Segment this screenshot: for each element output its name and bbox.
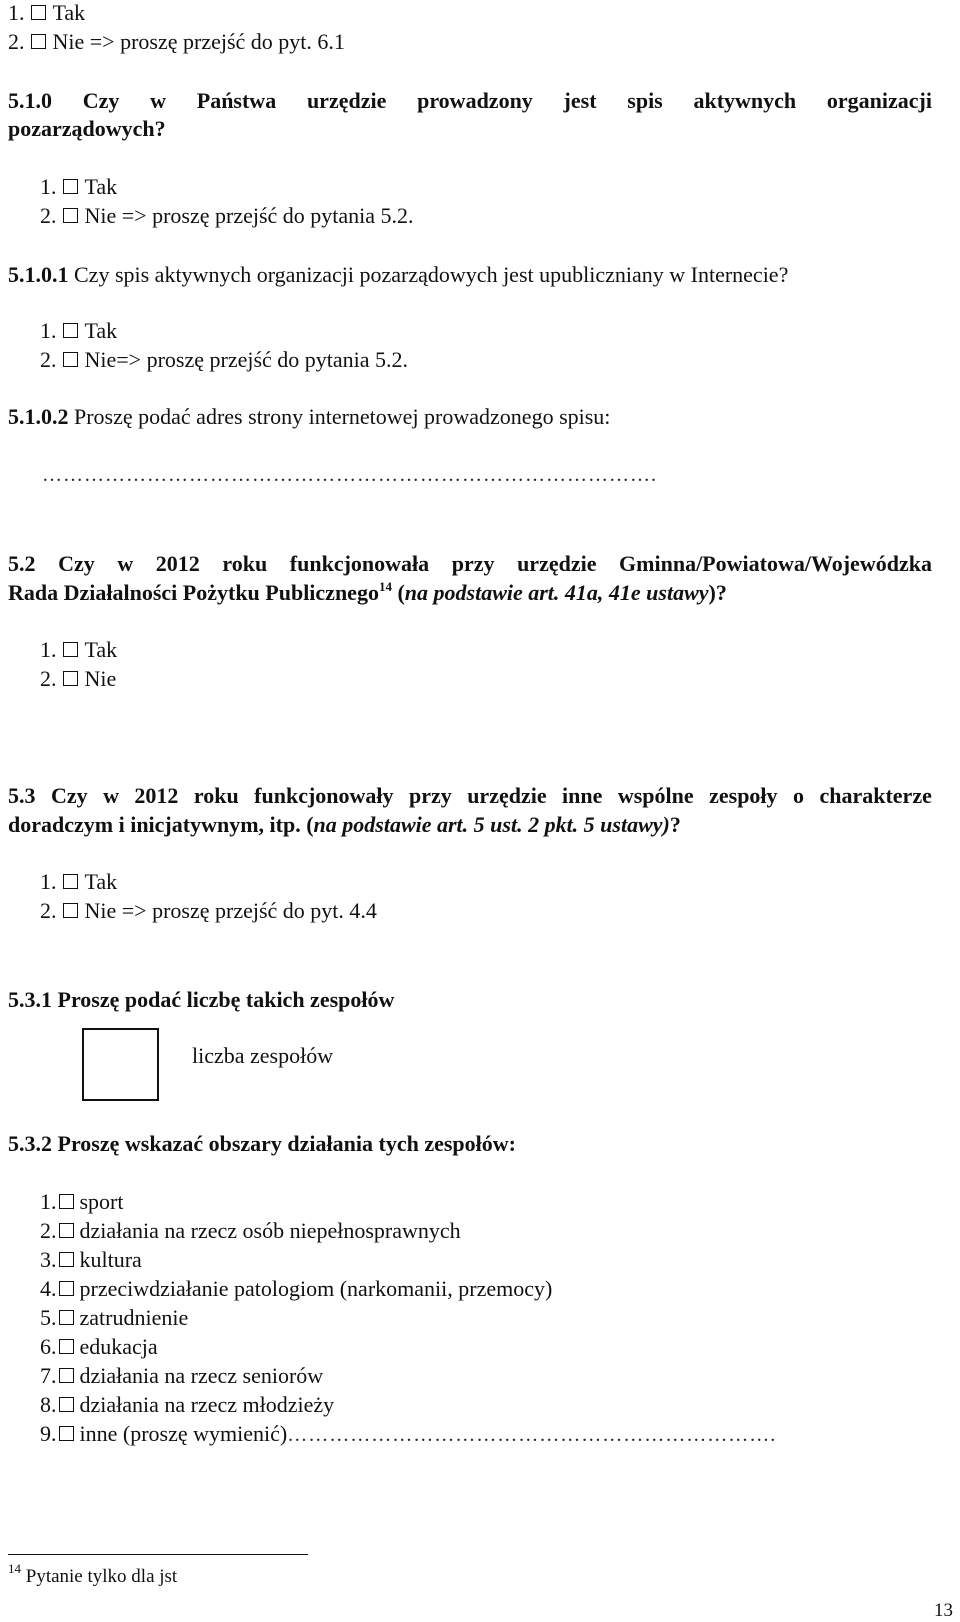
checkbox-icon[interactable] xyxy=(31,5,46,20)
other-answer-line[interactable]: ……………………………………………………………. xyxy=(287,1424,777,1446)
team-count-box[interactable] xyxy=(82,1028,159,1101)
checkbox-icon[interactable] xyxy=(63,642,78,657)
option-row: 2. działania na rzecz osób niepełnosprawnych xyxy=(40,1218,461,1243)
option-row: 8. działania na rzecz młodzieży xyxy=(40,1392,335,1417)
option-row: 1. sport xyxy=(40,1189,124,1214)
checkbox-icon[interactable] xyxy=(59,1368,74,1383)
team-count-label: liczba zespołów xyxy=(192,1043,334,1068)
checkbox-icon[interactable] xyxy=(63,179,78,194)
question-5-3-cont: doradczym i inicjatywnym, itp. (na podstawie art. 5 ust. 2 pkt. 5 ustawy)? xyxy=(8,812,681,837)
footnote-rule xyxy=(8,1554,308,1555)
checkbox-icon[interactable] xyxy=(31,34,46,49)
option-row: 2. Nie => proszę przejść do pyt. 4.4 xyxy=(40,898,377,923)
checkbox-icon[interactable] xyxy=(59,1194,74,1209)
question-5-3: 5.3 Czy w 2012 roku funkcjonowały przy urzędzie inne wspólne zespoły o charakterze xyxy=(8,783,932,808)
checkbox-icon[interactable] xyxy=(59,1397,74,1412)
option-row: 9. inne (proszę wymienić)……………………………………………………………. xyxy=(40,1421,777,1446)
question-5-1-0: 5.1.0 Czy w Państwa urzędzie prowadzony jest spis aktywnych organizacji xyxy=(8,88,932,113)
checkbox-icon[interactable] xyxy=(59,1223,74,1238)
option-row: 3. kultura xyxy=(40,1247,142,1272)
checkbox-icon[interactable] xyxy=(59,1252,74,1267)
checkbox-icon[interactable] xyxy=(63,671,78,686)
checkbox-icon[interactable] xyxy=(63,352,78,367)
question-5-1-0-1: 5.1.0.1 Czy spis aktywnych organizacji pozarządowych jest upubliczniany w Internecie? xyxy=(8,262,789,287)
checkbox-icon[interactable] xyxy=(63,903,78,918)
answer-line[interactable]: ……………………………………………………………………………. xyxy=(42,464,657,486)
question-5-2-cont: Rada Działalności Pożytku Publicznego$^{14}$ (na podstawie art. 41a, 41e ustawy)? xyxy=(8,579,727,605)
question-5-2: 5.2 Czy w 2012 roku funkcjonowała przy urzędzie Gminna/Powiatowa/Wojewódzka xyxy=(8,551,932,576)
option-row: 2. Nie => proszę przejść do pytania 5.2. xyxy=(40,203,414,228)
checkbox-icon[interactable] xyxy=(63,208,78,223)
option-row: 1. Tak xyxy=(40,174,118,199)
checkbox-icon[interactable] xyxy=(59,1339,74,1354)
footnote-mark: 14 xyxy=(378,579,392,594)
option-row: 6. edukacja xyxy=(40,1334,158,1359)
question-5-3-1: 5.3.1 Proszę podać liczbę takich zespołów xyxy=(8,987,395,1012)
option-row: 2. Nie => proszę przejść do pyt. 6.1 xyxy=(8,29,345,54)
option-row: 7. działania na rzecz seniorów xyxy=(40,1363,324,1388)
option-row: 2. Nie=> proszę przejść do pytania 5.2. xyxy=(40,347,409,372)
option-row: 2. Nie xyxy=(40,666,117,691)
option-row: 4. przeciwdziałanie patologiom (narkomanii, przemocy) xyxy=(40,1276,553,1301)
option-row: 1. Tak xyxy=(8,0,86,25)
footnote: $^{14}$ Pytanie tylko dla jst xyxy=(8,1561,178,1587)
option-row: 1. Tak xyxy=(40,637,118,662)
option-row: 1. Tak xyxy=(40,869,118,894)
footnote-mark: 14 xyxy=(8,1561,21,1576)
checkbox-icon[interactable] xyxy=(59,1310,74,1325)
option-row: 5. zatrudnienie xyxy=(40,1305,189,1330)
question-5-3-2: 5.3.2 Proszę wskazać obszary działania tych zespołów: xyxy=(8,1131,516,1156)
page-number: 13 xyxy=(934,1600,953,1621)
checkbox-icon[interactable] xyxy=(63,874,78,889)
question-5-1-0-cont: pozarządowych? xyxy=(8,116,166,141)
checkbox-icon[interactable] xyxy=(59,1426,74,1441)
checkbox-icon[interactable] xyxy=(59,1281,74,1296)
checkbox-icon[interactable] xyxy=(63,323,78,338)
question-5-1-0-2: 5.1.0.2 Proszę podać adres strony internetowej prowadzonego spisu: xyxy=(8,404,611,429)
option-row: 1. Tak xyxy=(40,318,118,343)
